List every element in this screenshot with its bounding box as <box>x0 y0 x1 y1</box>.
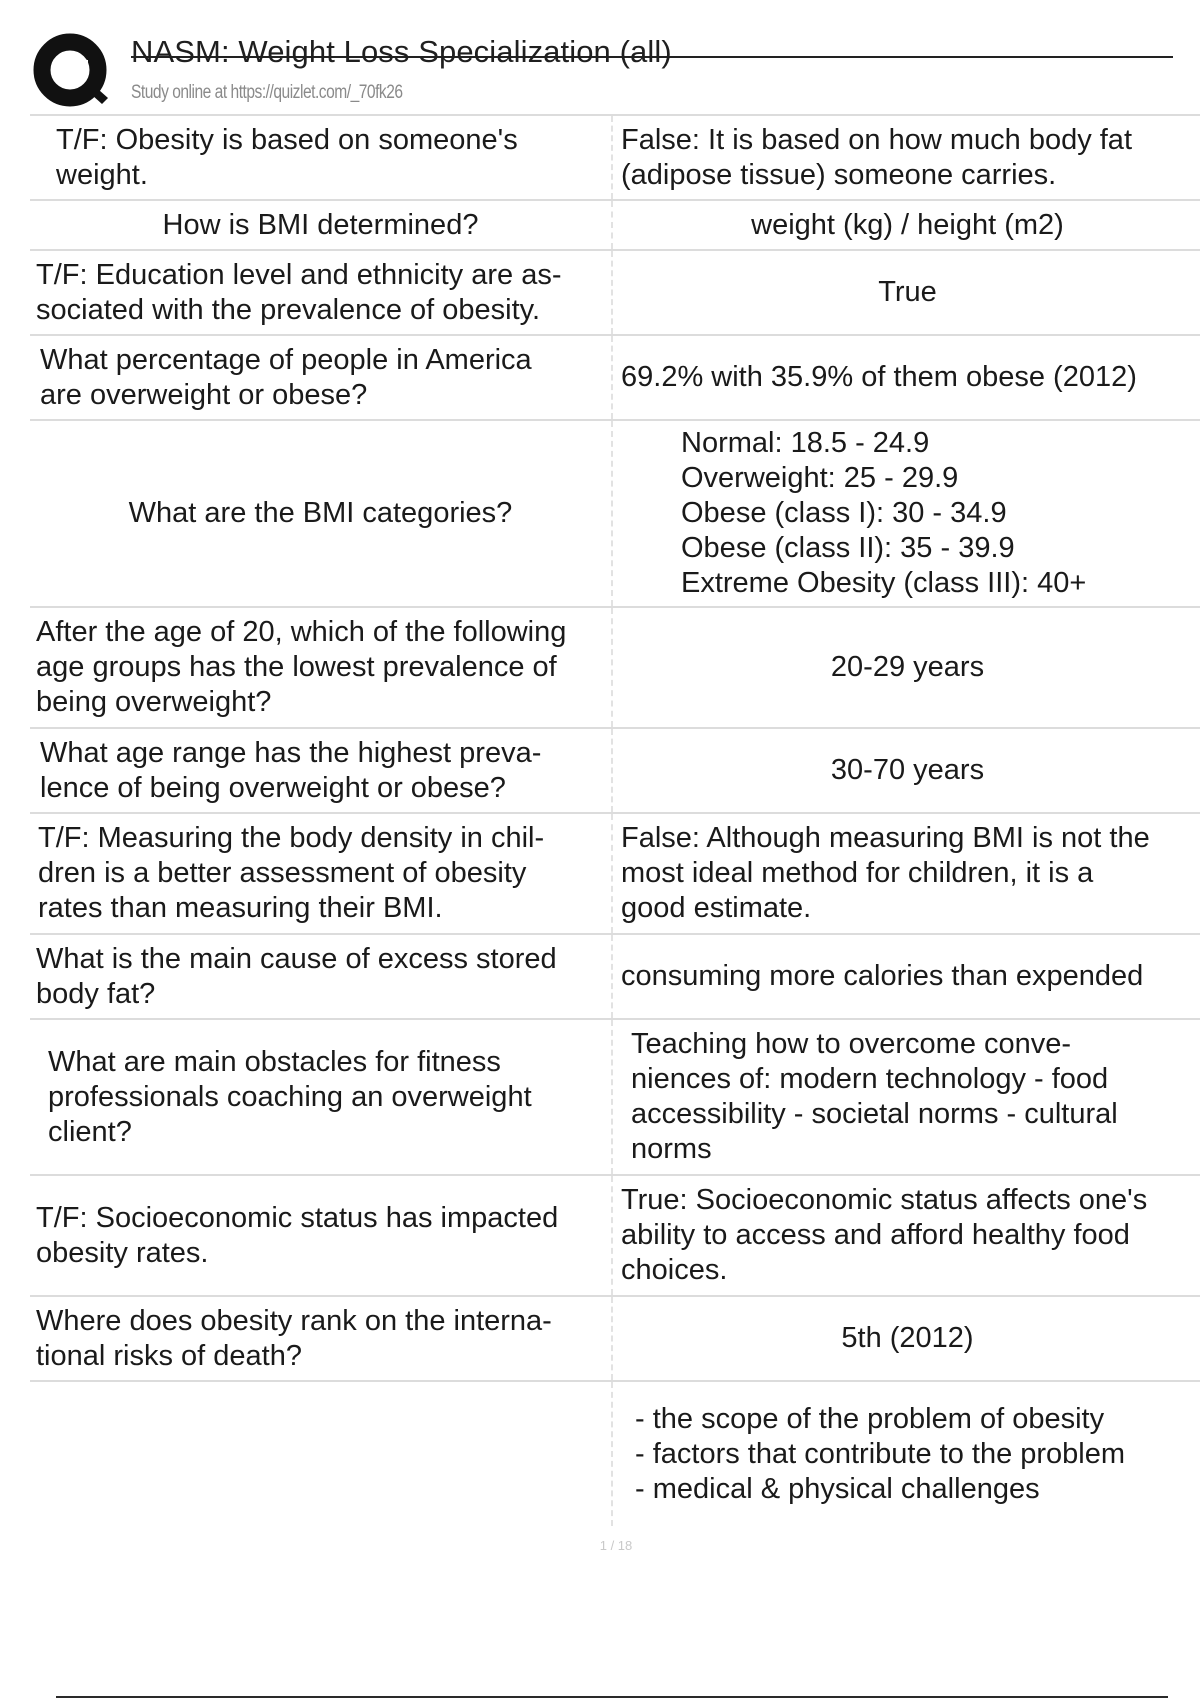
flashcard-row <box>30 419 1200 606</box>
flashcard-row <box>30 249 1200 334</box>
document-header <box>30 30 1160 112</box>
card-term: What age range has the highest preva- lence of being overweight or obese? <box>30 729 613 812</box>
card-term: What is the main cause of excess stored body fat? <box>30 935 613 1018</box>
flashcard-row <box>30 812 1200 933</box>
card-definition: weight (kg) / height (m2) <box>751 208 1064 241</box>
card-definition: Teaching how to overcome conve- niences of: modern technology - food accessibility - societal norms - cultural norms <box>631 1028 1118 1165</box>
flashcard-row <box>30 933 1200 1018</box>
card-definition: 20-29 years <box>830 651 985 683</box>
card-definition: 30-70 years <box>830 754 985 786</box>
flashcard-row <box>30 1174 1200 1295</box>
document-title: NASM: Weight Loss Specialization (all) <box>131 34 672 69</box>
quizlet-logo-icon <box>32 32 112 112</box>
card-definition: 69.2% with 35.9% of them obese (2012) <box>621 361 1137 393</box>
card-definition: 5th (2012) <box>841 1322 974 1354</box>
card-definition: Normal: 18.5 - 24.9 Overweight: 25 - 29.9 Obese (class I): 30 - 34.9 Obese (class II): 35 - 39.9 Extreme Obesity (class III): 40+ <box>681 427 1087 599</box>
flashcard-row <box>30 199 1200 249</box>
card-term: T/F: Education level and ethnicity are as- sociated with the prevalence of obesity. <box>30 251 613 334</box>
card-term: What are the BMI categories? <box>30 421 613 606</box>
flashcard-row <box>30 1018 1200 1174</box>
flashcard-row <box>30 114 1200 199</box>
card-definition: False: Although measuring BMI is not the most ideal method for children, it is a good estimate. <box>621 822 1150 924</box>
card-term: After the age of 20, which of the following age groups has the lowest prevalence of being overweight? <box>30 608 613 727</box>
card-term: How is BMI determined? <box>30 201 613 249</box>
footer-rule <box>56 1696 1168 1698</box>
flashcard-row <box>30 334 1200 419</box>
card-definition: consuming more calories than expended <box>621 960 1144 992</box>
card-definition: False: It is based on how much body fat (adipose tissue) someone carries. <box>621 123 1132 191</box>
flashcard-row <box>30 606 1200 727</box>
study-online-link[interactable]: Study online at https://quizlet.com/_70fk26 <box>131 82 403 103</box>
card-definition: - the scope of the problem of obesity - factors that contribute to the problem - medical & physical challenges <box>635 1402 1126 1505</box>
card-term <box>30 1382 613 1526</box>
card-definition: True <box>878 276 937 308</box>
flashcard-row <box>30 727 1200 812</box>
flashcard-table <box>30 114 1200 1526</box>
card-term: T/F: Socioeconomic status has impacted obesity rates. <box>30 1176 613 1295</box>
page-number: 1 / 18 <box>599 1538 633 1553</box>
card-term: What percentage of people in America are overweight or obese? <box>30 336 613 419</box>
card-term: T/F: Obesity is based on someone's weight. <box>30 116 613 199</box>
card-definition: True: Socioeconomic status affects one's ability to access and afford healthy food choices. <box>621 1184 1148 1286</box>
card-term: Where does obesity rank on the interna- tional risks of death? <box>30 1297 613 1380</box>
card-term: What are main obstacles for fitness professionals coaching an overweight client? <box>30 1020 613 1174</box>
flashcard-row <box>30 1380 1200 1526</box>
flashcard-row <box>30 1295 1200 1380</box>
card-term: T/F: Measuring the body density in chil- dren is a better assessment of obesity rates than measuring their BMI. <box>30 814 613 933</box>
